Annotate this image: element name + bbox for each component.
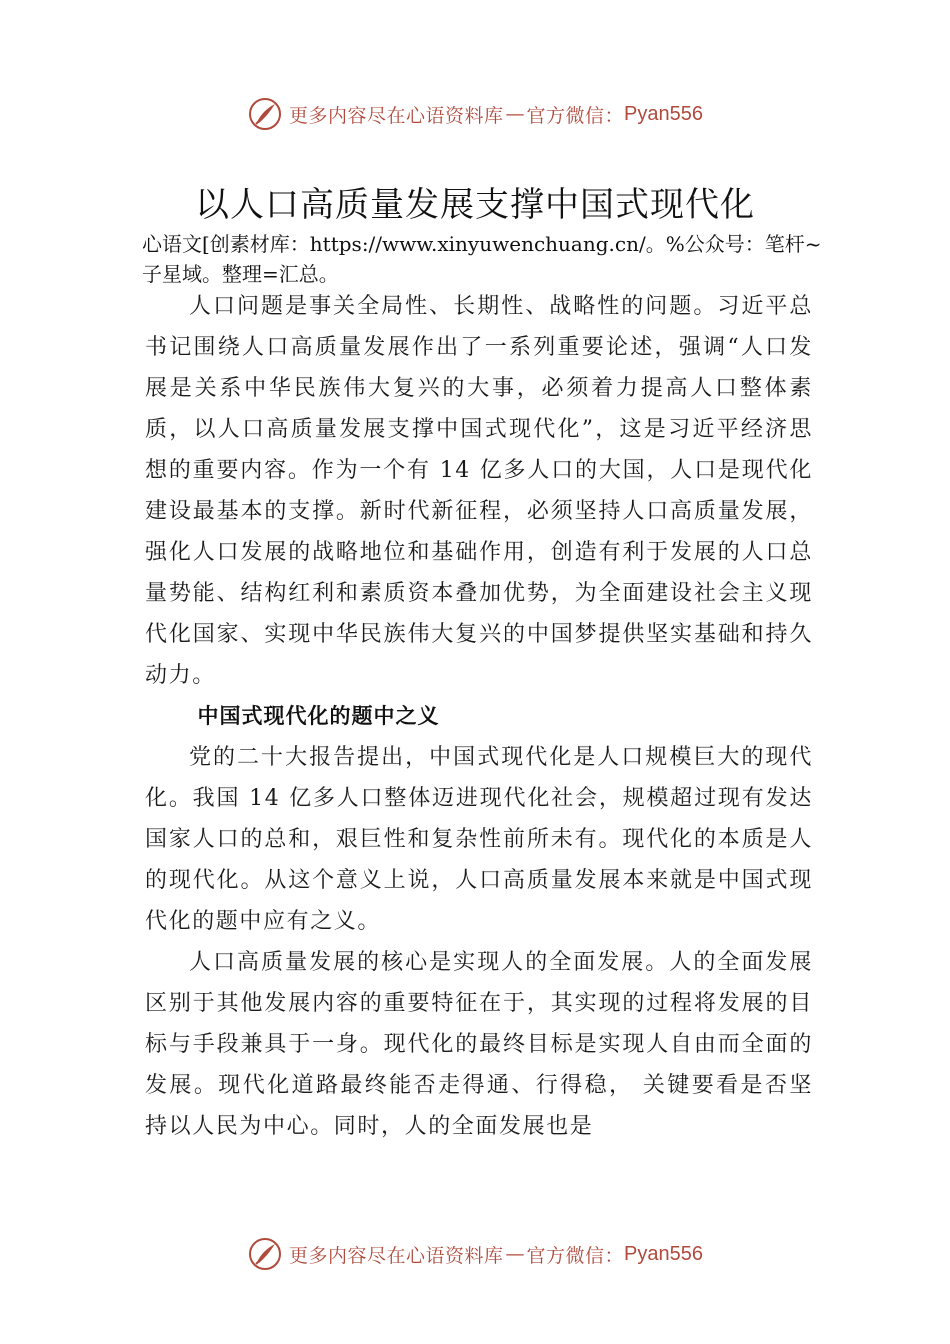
banner-wechat-id: Pyan556 (624, 1242, 703, 1265)
paragraph-2: 党的二十大报告提出，中国式现代化是人口规模巨大的现代化。我国 14 亿多人口整体迈进现代化社会，规模超过现有发达国家人口的总和，艰巨性和复杂性前所未有。现代化的本质是人的现代化。从这个意义上说，人口高质量发展本来就是中国式现代化的题中应有之义。 (145, 745, 813, 934)
paragraph-1: 人口问题是事关全局性、长期性、战略性的问题。习近平总书记围绕人口高质量发展作出了一系列重要论述，强调“人口发展是关系中华民族伟大复兴的大事，必须着力提高人口整体素质，以人口高质量发展支撑中国式现代化”，这是习近平经济思想的重要内容。作为一个有 14 亿多人口的大国，人口是现代化建设最基本的支撑。新时代新征程，必须坚持人口高质量发展，强化人口发展的战略地位和基础作用，创造有利于发展的人口总量势能、结构红利和素质资本叠加优势，为全面建设社会主义现代化国家、实现中华民族伟大复兴的中国梦提供坚实基础和持久动力。 (145, 294, 813, 688)
section-heading: 中国式现代化的题中之义 (197, 704, 440, 728)
banner-wechat-id: Pyan556 (624, 102, 703, 125)
banner-separator: — (505, 103, 525, 125)
header-banner (0, 92, 950, 136)
banner-text: 更多内容尽在心语资料库 (289, 1244, 504, 1267)
document-body (145, 286, 813, 1147)
banner-text: 更多内容尽在心语资料库 (289, 104, 504, 127)
quill-logo-icon (247, 1236, 283, 1272)
paragraph-3: 人口高质量发展的核心是实现人的全面发展。人的全面发展区别于其他发展内容的重要特征在于，其实现的过程将发展的目标与手段兼具于一身。现代化的最终目标是实现人自由而全面的发展。现代化道路最终能否走得通、行得稳， 关键要看是否坚持以人民为中心。同时，人的全面发展也是 (145, 950, 813, 1139)
banner-label: 官方微信： (526, 1244, 625, 1267)
banner-label: 官方微信： (526, 104, 625, 127)
quill-logo-icon (247, 96, 283, 132)
footer-banner (0, 1232, 950, 1276)
document-title: 以人口高质量发展支撑中国式现代化 (195, 185, 755, 225)
banner-separator: — (505, 1243, 525, 1265)
source-line: 心语文[创素材库：https://www.xinyuwenchuang.cn/。%公众号：笔杆~子星域。整理=汇总。 (142, 232, 822, 286)
